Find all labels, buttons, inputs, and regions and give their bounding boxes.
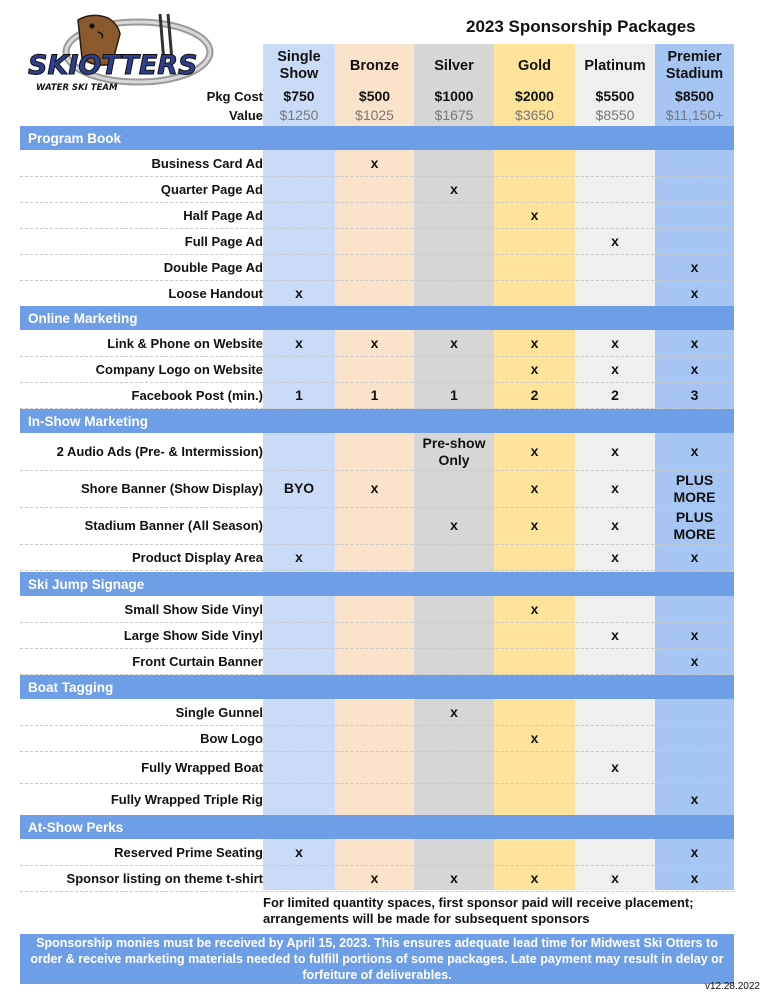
row-label: Stadium Banner (All Season) [84,518,263,533]
table-cell-silver [414,725,494,751]
table-cell-bronze: x [370,154,379,171]
table-cell-gold [494,622,575,648]
table-cell-single: 1 [295,386,303,403]
table-cell-premier [655,176,734,202]
placement-note: For limited quantity spaces, first sponsor paid will receive placement; arrangements will be made for subsequent sponsors [263,895,694,926]
table-cell-gold [494,751,575,783]
table-cell-single: BYO [283,480,315,496]
table-cell-gold [494,228,575,254]
table-cell-gold: x [530,480,539,496]
section-header: In-Show Marketing [20,409,734,433]
package-name-platinum: Platinum [584,57,646,74]
table-cell-platinum [575,725,655,751]
value-bronze: $1025 [355,106,394,123]
table-cell-premier: PLUS MORE [673,508,716,542]
table-cell-platinum: x [611,626,619,643]
table-cell-single [263,433,335,470]
table-cell-silver: x [450,180,458,197]
table-cell-bronze [335,699,414,725]
table-cell-platinum [575,202,655,228]
package-name-bronze: Bronze [349,57,400,74]
table-cell-silver [414,150,494,176]
table-cell-platinum: x [611,443,619,459]
row-label: Full Page Ad [184,233,263,249]
row-label: Product Display Area [131,549,263,565]
table-cell-premier: x [690,652,699,669]
table-cell-silver [414,751,494,783]
table-cell-platinum [575,254,655,280]
svg-text:SKIOTTERS: SKIOTTERS [28,50,198,81]
section-header: Boat Tagging [20,675,734,699]
table-cell-single [263,254,335,280]
table-cell-bronze [335,648,414,674]
table-cell-bronze [335,725,414,751]
table-cell-premier: x [690,284,699,301]
table-cell-silver: x [450,703,458,720]
table-cell-bronze [335,507,414,544]
section-header: At-Show Perks [20,815,734,839]
table-cell-platinum: x [611,869,619,886]
table-cell-silver: Pre-show Only [422,434,486,468]
table-cell-silver [414,783,494,815]
row-label: Sponsor listing on theme t-shirt [66,870,263,886]
row-label: Large Show Side Vinyl [123,627,263,643]
table-cell-single: x [295,284,303,301]
row-label: Facebook Post (min.) [131,387,263,403]
table-cell-platinum: x [611,758,619,775]
section-header: Ski Jump Signage [20,572,734,596]
row-label: Half Page Ad [183,207,263,223]
table-cell-single [263,176,335,202]
table-cell-single [263,751,335,783]
table-cell-bronze: x [370,334,379,351]
table-cell-platinum: x [611,480,619,496]
table-cell-bronze [335,356,414,382]
table-cell-silver [414,202,494,228]
row-divider [20,570,734,571]
package-name-gold: Gold [517,57,552,74]
table-cell-platinum [575,783,655,815]
table-cell-silver: x [450,869,458,886]
table-cell-bronze [335,839,414,865]
row-label: Business Card Ad [151,155,263,171]
table-cell-silver [414,596,494,622]
table-cell-gold: x [530,360,539,377]
table-cell-single [263,648,335,674]
table-cell-premier [655,202,734,228]
svg-text:WATER SKI TEAM: WATER SKI TEAM [36,83,118,93]
pkg-cost-gold: $2000 [515,87,554,104]
table-cell-bronze [335,202,414,228]
row-label: Reserved Prime Seating [114,844,263,860]
table-cell-bronze: x [370,869,379,886]
table-cell-silver [414,228,494,254]
table-cell-single [263,699,335,725]
table-cell-premier [655,725,734,751]
table-cell-single [263,596,335,622]
table-cell-premier: PLUS MORE [673,471,716,505]
table-cell-bronze [335,544,414,570]
table-cell-premier [655,751,734,783]
table-cell-bronze [335,228,414,254]
table-cell-gold [494,648,575,674]
table-cell-gold [494,783,575,815]
table-cell-premier [655,228,734,254]
table-cell-bronze [335,280,414,306]
table-cell-silver [414,544,494,570]
table-cell-gold: x [530,334,539,351]
table-cell-bronze [335,783,414,815]
table-cell-bronze: 1 [370,386,379,403]
table-cell-single [263,725,335,751]
table-cell-silver [414,839,494,865]
value-gold: $3650 [515,106,554,123]
section-header: Program Book [20,126,734,150]
table-cell-silver [414,470,494,507]
version-label: v12.28.2022 [704,981,760,992]
section-header: Online Marketing [20,306,734,330]
table-cell-bronze [335,596,414,622]
value-premier: $11,150+ [665,106,724,123]
table-cell-premier: x [690,443,699,459]
pkg-cost-premier: $8500 [675,87,714,104]
table-cell-gold: x [530,206,539,223]
table-cell-gold: x [530,517,539,533]
table-cell-bronze [335,622,414,648]
row-label: Shore Banner (Show Display) [80,481,263,496]
table-cell-single [263,783,335,815]
table-cell-gold: x [530,600,539,617]
otter-logo-icon [18,12,218,98]
table-cell-silver [414,648,494,674]
row-label: Bow Logo [200,730,263,746]
table-cell-gold [494,150,575,176]
table-cell-platinum: x [611,517,619,533]
table-cell-platinum: x [611,548,619,565]
table-cell-gold [494,839,575,865]
table-cell-platinum: 2 [611,386,619,403]
package-name-premier: Premier Stadium [665,49,724,82]
table-cell-premier: x [690,843,699,860]
table-cell-gold: x [530,729,539,746]
package-name-single: Single Show [277,49,321,82]
table-cell-single: x [295,843,303,860]
table-cell-gold [494,176,575,202]
row-divider [20,891,734,892]
table-cell-premier [655,699,734,725]
row-label: Loose Handout [168,285,263,301]
table-cell-gold [494,280,575,306]
table-cell-premier: x [690,790,699,807]
pkg-cost-single: $750 [283,87,315,104]
table-cell-gold [494,254,575,280]
table-cell-gold [494,544,575,570]
table-cell-platinum [575,176,655,202]
table-cell-platinum: x [611,334,619,351]
table-cell-gold: 2 [530,386,539,403]
row-label: Company Logo on Website [95,361,263,377]
table-cell-platinum: x [611,360,619,377]
table-cell-premier: x [690,626,699,643]
table-cell-bronze [335,751,414,783]
table-cell-premier: x [690,258,699,275]
value-silver: $1675 [434,106,474,123]
page-title: 2023 Sponsorship Packages [466,17,696,36]
table-cell-silver [414,622,494,648]
table-cell-premier: x [690,869,699,886]
payment-deadline-banner: Sponsorship monies must be received by April 15, 2023. This ensures adequate lead time for Midwest Ski Otters to order & receive marketing materials needed to fulfill portions of some packages. Late payment may result in delay or forfeiture of deliverables. [20,934,734,984]
row-label: Link & Phone on Website [107,335,263,351]
table-cell-platinum [575,699,655,725]
pkg-cost-silver: $1000 [434,87,474,104]
table-cell-platinum [575,150,655,176]
table-cell-gold: x [530,869,539,886]
row-label: 2 Audio Ads (Pre- & Intermission) [56,444,263,459]
value-single: $1250 [279,106,319,123]
table-cell-silver [414,254,494,280]
table-cell-bronze [335,176,414,202]
table-cell-premier: 3 [690,386,699,403]
table-cell-premier [655,150,734,176]
table-cell-bronze: x [370,480,379,496]
table-cell-bronze [335,254,414,280]
table-cell-platinum [575,648,655,674]
table-cell-platinum [575,596,655,622]
table-cell-single [263,150,335,176]
table-cell-platinum [575,280,655,306]
value-platinum: $8550 [595,106,635,123]
table-cell-premier: x [690,334,699,351]
table-cell-silver: x [450,517,458,533]
table-cell-silver: x [450,334,458,351]
table-cell-single [263,202,335,228]
pkg-cost-bronze: $500 [358,87,391,104]
row-label: Double Page Ad [163,259,263,275]
package-name-silver: Silver [434,57,474,74]
table-cell-platinum [575,839,655,865]
table-cell-silver [414,280,494,306]
row-label: Front Curtain Banner [132,653,263,669]
table-cell-single [263,356,335,382]
table-cell-silver [414,356,494,382]
value-label: Value [229,107,263,123]
row-label: Single Gunnel [175,704,263,720]
table-cell-gold: x [530,443,539,459]
table-cell-gold [494,699,575,725]
skiotters-logo [18,12,218,98]
table-cell-single [263,865,335,891]
row-label: Fully Wrapped Triple Rig [110,791,263,807]
table-cell-single [263,228,335,254]
row-label: Quarter Page Ad [160,181,263,197]
table-cell-premier: x [690,360,699,377]
table-cell-premier [655,596,734,622]
row-label: Fully Wrapped Boat [141,759,263,775]
table-cell-single [263,622,335,648]
table-cell-platinum: x [611,232,619,249]
table-cell-bronze [335,433,414,470]
table-cell-premier: x [690,548,699,565]
table-cell-single [263,507,335,544]
pkg-cost-label: Pkg Cost [206,88,263,104]
table-cell-silver: 1 [450,386,458,403]
table-cell-single: x [295,334,303,351]
table-cell-single: x [295,548,303,565]
row-label: Small Show Side Vinyl [124,601,263,617]
pkg-cost-platinum: $5500 [595,87,635,104]
